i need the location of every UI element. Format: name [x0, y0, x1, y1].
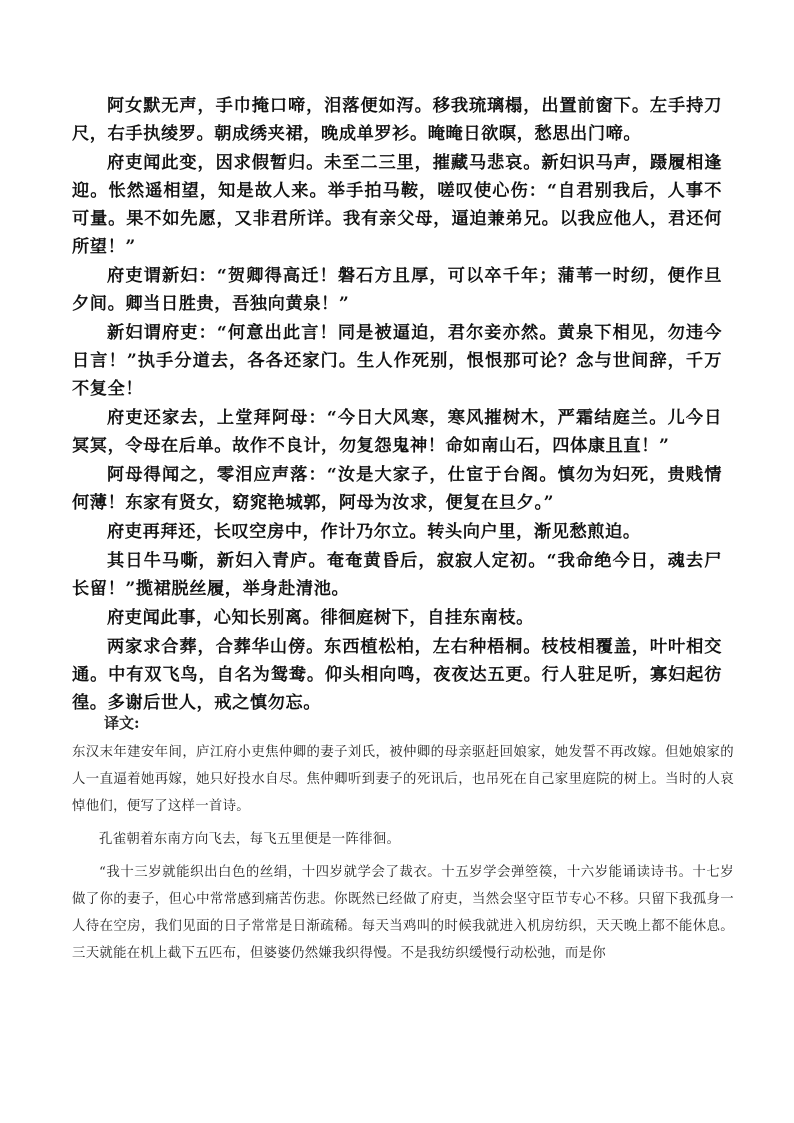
poem-paragraph: 阿母得闻之，零泪应声落：“汝是大家子，仕宦于台阁。慎勿为妇死，贵贱情何薄！东家有贤女，窈窕艳城郭，阿母为汝求，便复在旦夕。”	[72, 465, 722, 513]
poem-paragraph: 阿女默无声，手巾掩口啼，泪落便如泻。移我琉璃榻，出置前窗下。左手持刀尺，右手执绫罗。朝成绣夹裙，晚成单罗衫。晻晻日欲暝，愁思出门啼。	[72, 96, 722, 144]
poem-text	[72, 92, 722, 718]
poem-paragraph: 新妇谓府吏：“何意出此言！同是被逼迫，君尔妾亦然。黄泉下相见，勿违今日言！”执手分道去，各各还家门。生人作死别，恨恨那可论？念与世间辞，千万不复全！	[72, 323, 722, 399]
poem-paragraph: 府吏闻此事，心知长别离。徘徊庭树下，自挂东南枝。	[107, 608, 534, 628]
poem-paragraph: 两家求合葬，合葬华山傍。东西植松柏，左右种梧桐。枝枝相覆盖，叶叶相交通。中有双飞鸟，自名为鸳鸯。仰头相向鸣，夜夜达五更。行人驻足听，寡妇起彷徨。多谢后世人，戒之慎勿忘。	[72, 637, 722, 713]
translation-paragraph: 孔雀朝着东南方向飞去，每飞五里便是一阵徘徊。	[99, 832, 401, 847]
poem-paragraph: 其日牛马嘶，新妇入青庐。奄奄黄昏后，寂寂人定初。“我命绝今日，魂去尸长留！”揽裙脱丝履，举身赴清池。	[72, 551, 722, 599]
translation-paragraph: 东汉末年建安年间，庐江府小吏焦仲卿的妻子刘氏，被仲卿的母亲驱赶回娘家，她发誓不再改嫁。但她娘家的人一直逼着她再嫁，她只好投水自尽。焦仲卿听到妻子的死讯后，也吊死在自己家里庭院的树上。当时的人哀悼他们，便写了这样一首诗。	[72, 745, 734, 814]
translation-text	[72, 739, 734, 967]
translation-label: 译文:	[104, 714, 140, 732]
poem-paragraph: 府吏再拜还，长叹空房中，作计乃尔立。转头向户里，渐见愁煎迫。	[107, 522, 641, 542]
poem-paragraph: 府吏还家去，上堂拜阿母：“今日大风寒，寒风摧树木，严霜结庭兰。儿今日冥冥，令母在后单。故作不良计，勿复怨鬼神！命如南山石，四体康且直！”	[72, 408, 722, 456]
poem-paragraph: 府吏闻此变，因求假暂归。未至二三里，摧藏马悲哀。新妇识马声，蹑履相逢迎。怅然遥相望，知是故人来。举手拍马鞍，嗟叹使心伤：“自君别我后，人事不可量。果不如先愿，又非君所详。我有亲父母，逼迫兼弟兄。以我应他人，君还何所望！”	[72, 153, 722, 257]
translation-paragraph: “我十三岁就能织出白色的丝绢，十四岁就学会了裁衣。十五岁学会弹箜篌，十六岁能诵读诗书。十七岁做了你的妻子，但心中常常感到痛苦伤悲。你既然已经做了府吏，当然会坚守臣节专心不移。只留下我孤身一人待在空房，我们见面的日子常常是日渐疏稀。每天当鸡叫的时候我就进入机房纺织，天天晚上都不能休息。三天就能在机上截下五匹布，但婆婆仍然嫌我织得慢。不是我纺织缓慢行动松弛，而是你	[72, 865, 734, 961]
poem-paragraph: 府吏谓新妇：“贺卿得高迁！磐石方且厚，可以卒千年；蒲苇一时纫，便作旦夕间。卿当日胜贵，吾独向黄泉！”	[72, 266, 722, 314]
